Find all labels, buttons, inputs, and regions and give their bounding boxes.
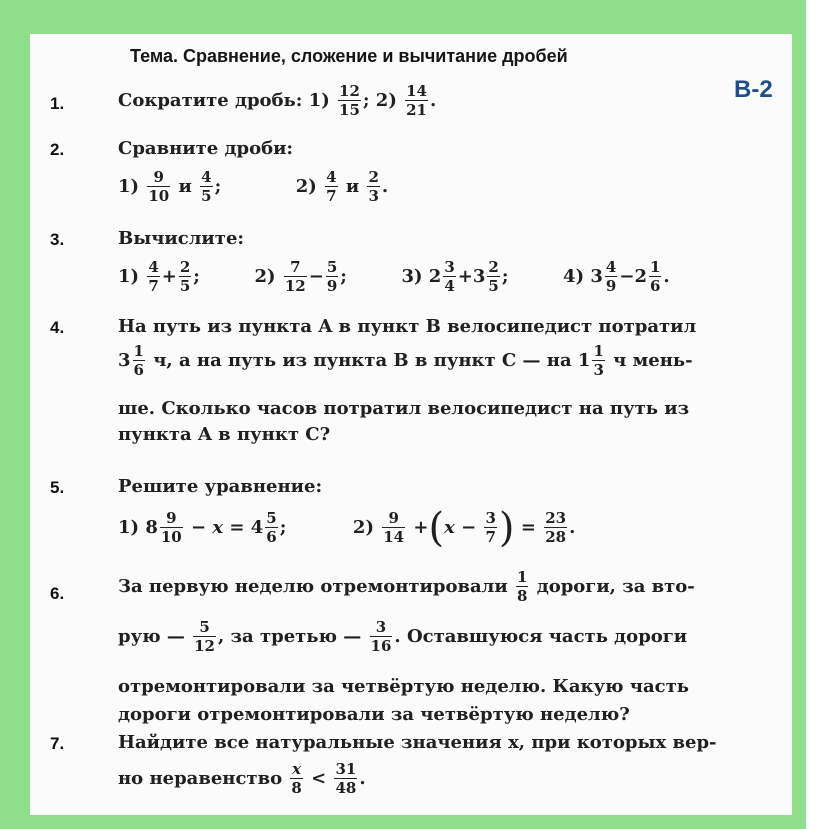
variant-badge: В-2 (734, 76, 773, 103)
task-number: 2. (50, 140, 65, 159)
task-6-line-2: рую — $\frac{5}{12}$ , за третью — $\frac{3}{16}$ . Оставшуюся часть дороги (118, 618, 688, 655)
task-4-line-1: На путь из пункта A в пункт B велосипедист потратил (118, 316, 697, 337)
task-number: 3. (50, 230, 65, 249)
task-text: Сократите дробь: 1) (118, 90, 330, 111)
fraction: $\frac{12}{15}$ (339, 82, 360, 119)
task-2-items: 1) $\frac{9}{10}$ и $\frac{4}{5}$ ; 2) $\frac{4}{7}$ и $\frac{2}{3}$ . (118, 168, 389, 205)
task-1 (118, 84, 436, 118)
task-5-heading: Решите уравнение: (118, 476, 323, 497)
task-number: 7. (50, 734, 65, 753)
fraction: $\frac{4}{5}$ (201, 168, 212, 205)
green-border-left (0, 0, 30, 829)
task-number: 5. (50, 478, 65, 497)
fraction: $\frac{14}{21}$ (406, 82, 427, 119)
task-7-line-2: но неравенство $\frac{x}{8}$ < $\frac{31}{48}$ . (118, 760, 366, 797)
task-4-line-4: пункта A в пункт C? (118, 424, 331, 445)
task-5-items: 1) 8 $\frac{9}{10}$ − x = 4 $\frac{5}{6}$ ; 2) $\frac{9}{14}$ +(x − $\frac{3}{7}$ ) = $\frac{23}{28}$ . (118, 505, 576, 551)
page-title: Тема. Сравнение, сложение и вычитание дробей (130, 46, 568, 66)
task-number: 1. (50, 94, 65, 113)
worksheet (30, 34, 792, 815)
task-2-heading: Сравните дроби: (118, 138, 294, 159)
task-number: 6. (50, 584, 65, 603)
task-number: 4. (50, 318, 65, 337)
fraction: $\frac{9}{10}$ (148, 168, 170, 205)
task-7-line-1: Найдите все натуральные значения x, при которых вер- (118, 732, 717, 753)
task-6-line-1: За первую неделю отремонтировали $\frac{1}{8}$ дороги, за вто- (118, 568, 695, 605)
period: . (430, 90, 437, 111)
task-4-line-3: ше. Сколько часов потратил велосипедист на путь из (118, 398, 690, 419)
task-6-line-3: отремонтировали за четвёртую неделю. Какую часть (118, 676, 689, 697)
green-border-top (0, 0, 800, 34)
task-3-heading: Вычислите: (118, 228, 245, 249)
separator: ; 2) (362, 90, 397, 111)
fraction: $\frac{2}{3}$ (368, 168, 379, 205)
task-3-items: 1) $\frac{4}{7}$ + $\frac{2}{5}$ ; 2) $\frac{7}{12}$ − $\frac{5}{9}$ ; 3) 2 $\frac{3}{4}$ +3 $\frac{2}{5}$ ; 4) 3 $\frac{4}{9}$ −2 $\frac{1}{6}$ . (118, 258, 670, 295)
green-border-right (792, 0, 806, 829)
task-4-line-2: 3 $\frac{1}{6}$ ч, а на путь из пункта B в пункт C — на 1 $\frac{1}{3}$ ч мень- (118, 342, 693, 379)
fraction: $\frac{4}{7}$ (326, 168, 337, 205)
green-border-bottom (0, 815, 806, 829)
task-6-line-4: дороги отремонтировали за четвёртую неделю? (118, 704, 630, 725)
